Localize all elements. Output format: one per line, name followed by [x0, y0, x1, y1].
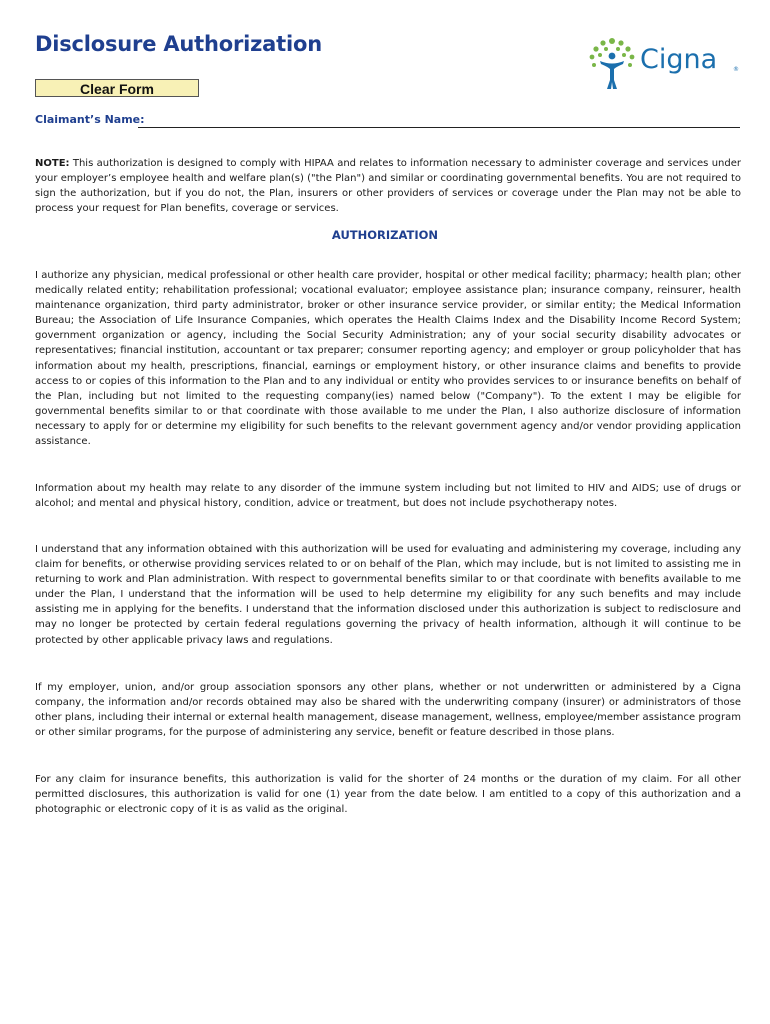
authorization-paragraph-1: I authorize any physician, medical professional or other health care provider, hospital or other medical facility; pharmacy; health plan; other medically related entity; rehabilitation professional; vocational evaluator; employee assistance plan; insurance company, reinsurer, health maintenance organization, third party administrator, broker or other insurance service provider, or similar entity; the Medical Information Bureau; the Association of Life Insurance Companies, which operates the Health Claims Index and the Disability Income Record System; government organization or agency, including the Social Security Administration; any of your social security disability advocates or representatives; financial institution, accountant or tax preparer; consumer reporting agency; and employer or group policyholder that has information about my health, prescriptions, financial, earnings or employment history, or other insurance claims and benefits to provide access to or copies of this information to the Plan and to any individual or entity who provides services to or insurance benefits on behalf of the Plan, including but not limited to the requesting company(ies) named below ("Company"). To the extent I may be eligible for governmental benefits similar to or that coordinate with those available to me under the Plan, I also authorize disclosure of information necessary to apply for or determine my eligibility for such benefits to the relevant government agency and/or vendor providing application assistance.: [35, 270, 741, 448]
note-paragraph: [35, 156, 741, 216]
note-text: This authorization is designed to comply with HIPAA and relates to information necessary to administer coverage and services under your employer’s employee health and welfare plan(s) ("the Plan") and similar or coordinating governmental benefits. You are not required to sign the authorization, but if you do not, the Plan, insurers or other providers of services or coverage under the Plan may not be able to process your request for Plan benefits, coverage or services.: [35, 158, 741, 215]
note-label: NOTE:: [35, 158, 70, 169]
authorization-paragraph-5: For any claim for insurance benefits, this authorization is valid for the shorter of 24 months or the duration of my claim. For all other permitted disclosures, this authorization is valid for one (1) year from the date below. I am entitled to a copy of this authorization and a photographic or electronic copy of it is as valid as the original.: [35, 774, 741, 816]
claimant-name-field[interactable]: [138, 116, 740, 128]
registered-mark: ®: [733, 66, 739, 73]
authorization-paragraph-4: If my employer, union, and/or group association sponsors any other plans, whether or not underwritten or administered by a Cigna company, the information and/or records obtained may also be shared with the underwriting company (insurer) or administrators of those other plans, including their internal or external health management, disease management, wellness, employee/member assistance program or other similar programs, for the purpose of administering any service, benefit or feature described in those plans.: [35, 682, 741, 739]
claimant-name-label: Claimant’s Name:: [35, 113, 145, 126]
cigna-wordmark: Cigna: [640, 44, 718, 75]
authorization-paragraph-3: I understand that any information obtained with this authorization will be used for evaluating and administering my coverage, including any claim for benefits, or otherwise providing services related to or on behalf of the Plan, which may include, but is not limited to assisting me in returning to work and Plan administration. With respect to governmental benefits similar to or that coordinate with benefits available to me under the Plan, I understand that the information will be used to help determine my eligibility for any such benefits and may include assisting me in applying for the benefits. I understand that the information disclosed under this authorization is subject to redisclosure and may no longer be protected by certain federal regulations governing the privacy of health information, although it will continue to be protected by other applicable privacy laws and regulations.: [35, 544, 741, 646]
cigna-logo: [586, 36, 746, 94]
authorization-heading: AUTHORIZATION: [331, 228, 439, 242]
document-title: Disclosure Authorization: [35, 32, 322, 56]
authorization-paragraph-2: Information about my health may relate to any disorder of the immune system including but not limited to HIV and AIDS; use of drugs or alcohol; and mental and physical history, condition, advice or treatment, but does not include psychotherapy notes.: [35, 483, 741, 510]
clear-form-button[interactable]: Clear Form: [35, 79, 199, 97]
cigna-tree-of-life-icon: [586, 36, 638, 92]
